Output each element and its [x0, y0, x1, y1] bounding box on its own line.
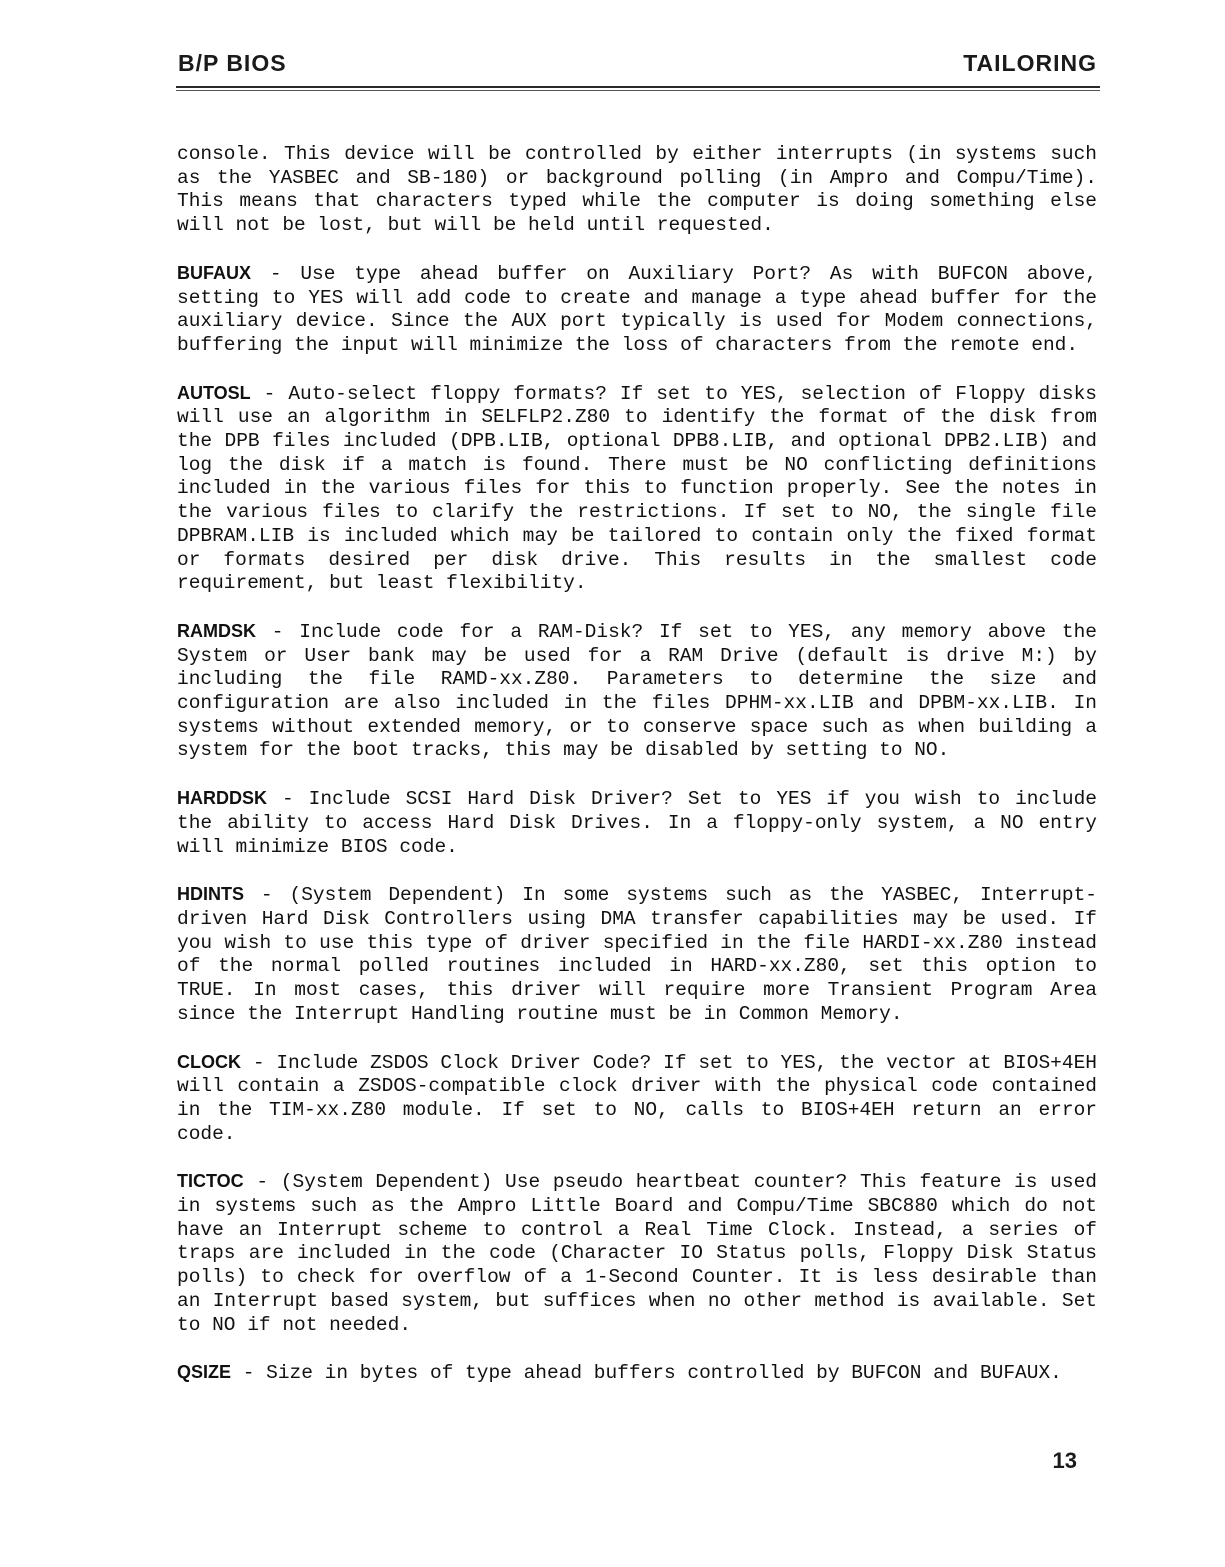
page-body — [177, 143, 1097, 1410]
option-term: AUTOSL — [177, 382, 251, 403]
header-rule — [176, 86, 1100, 88]
paragraph-qsize — [177, 1361, 1097, 1386]
paragraph-text: - (System Dependent) In some systems such as the YASBEC, Interrupt-driven Hard Disk Controllers using DMA transfer capabilities may be used. If you wish to use this type of driver specified in the file HARDI-xx.Z80 instead of the normal polled routines included in HARD-xx.Z80, set this option to TRUE. In most cases, this driver will require more Transient Program Area since the Interrupt Handling routine must be in Common Memory. — [177, 884, 1097, 1025]
paragraph-text: - Size in bytes of type ahead buffers controlled by BUFCON and BUFAUX. — [231, 1362, 1062, 1385]
option-term: HDINTS — [177, 884, 244, 905]
paragraph-text: - Auto-select floppy formats? If set to YES, selection of Floppy disks will use an algorithm in SELFLP2.Z80 to identify the format of the disk from the DPB files included (DPB.LIB, optional DPB8.LIB, and optional DPB2.LIB) and log the disk if a match is found. There must be NO conflicting definitions included in the various files for this to function properly. See the notes in the various files to clarify the restrictions. If set to NO, the single file DPBRAM.LIB is included which may be tailored to contain only the fixed format or formats desired per disk drive. This results in the smallest code requirement, but least flexibility. — [177, 382, 1097, 595]
option-term: TICTOC — [177, 1171, 244, 1192]
paragraph-text: - Use type ahead buffer on Auxiliary Port? As with BUFCON above, setting to YES will add code to create and manage a type ahead buffer for the auxiliary device. Since the AUX port typically is used for Modem connections, buffering the input will minimize the loss of characters from the remote end. — [177, 262, 1097, 356]
paragraph-clock — [177, 1051, 1097, 1147]
paragraph-hdints — [177, 883, 1097, 1026]
option-term: HARDDSK — [177, 788, 267, 809]
paragraph-text: - (System Dependent) Use pseudo heartbeat counter? This feature is used in systems such as the Ampro Little Board and Compu/Time SBC880 which do not have an Interrupt scheme to control a Real Time Clock. Instead, a series of traps are included in the code (Character IO Status polls, Floppy Disk Status polls) to check for overflow of a 1-Second Counter. It is less desirable than an Interrupt based system, but suffices when no other method is available. Set to NO if not needed. — [177, 1171, 1097, 1336]
paragraph-harddsk — [177, 787, 1097, 859]
paragraph-text: - Include code for a RAM-Disk? If set to YES, any memory above the System or User bank may be used for a RAM Drive (default is drive M:) by including the file RAMD-xx.Z80. Parameters to determine the size and configuration are also included in the files DPHM-xx.LIB and DPBM-xx.LIB. In systems without extended memory, or to conserve space such as when building a system for the boot tracks, this may be disabled by setting to NO. — [177, 620, 1097, 762]
option-term: CLOCK — [177, 1051, 241, 1072]
paragraph-text: - Include ZSDOS Clock Driver Code? If set to YES, the vector at BIOS+4EH will contain a ZSDOS-compatible clock driver with the physical code contained in the TIM-xx.Z80 module. If set to NO, calls to BIOS+4EH return an error code. — [177, 1051, 1097, 1145]
paragraph-ramdsk — [177, 620, 1097, 763]
paragraph-tictoc — [177, 1170, 1097, 1337]
paragraph-text: console. This device will be controlled by either interrupts (in systems such as the YASBEC and SB-180) or background polling (in Ampro and Compu/Time). This means that characters typed while the computer is doing something else will not be lost, but will be held until requested. — [177, 143, 1097, 237]
paragraph-text: - Include SCSI Hard Disk Driver? Set to YES if you wish to include the ability to access Hard Disk Drives. In a floppy-only system, a NO entry will minimize BIOS code. — [177, 788, 1097, 858]
option-term: RAMDSK — [177, 620, 256, 641]
page-number: 13 — [1052, 1448, 1077, 1473]
running-header-title: B/P BIOS — [178, 50, 287, 76]
header-rule-secondary — [176, 90, 1100, 91]
option-term: BUFAUX — [177, 262, 252, 283]
paragraph-bufaux — [177, 262, 1097, 358]
paragraph-console — [177, 143, 1097, 238]
paragraph-autosl — [177, 382, 1097, 596]
running-header-section: TAILORING — [963, 50, 1097, 76]
option-term: QSIZE — [177, 1362, 232, 1383]
